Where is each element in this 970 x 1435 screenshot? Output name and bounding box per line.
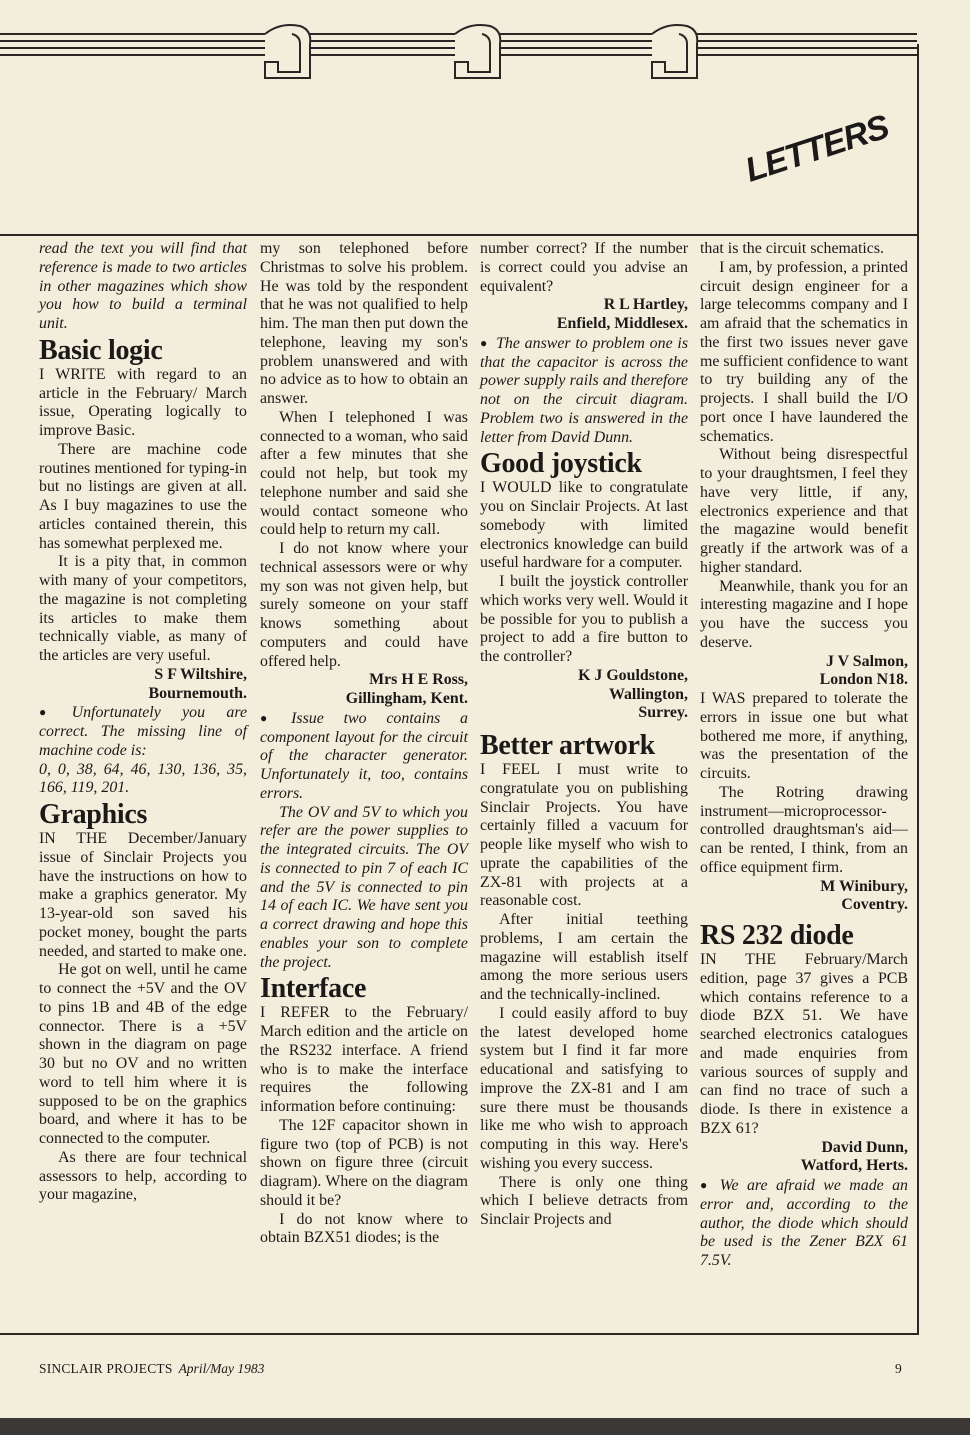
heading-rs232-diode: RS 232 diode bbox=[700, 920, 854, 951]
editor-reply: ● Issue two contains a component layout for the circuit of the character generator. Unfortunately it, too, contains errors. bbox=[260, 709, 468, 804]
paragraph: When I telephoned I was connected to a woman, who said after a few minutes that she could not help, but took my telephone number and said she would contact someone who could help to return my call. bbox=[260, 408, 468, 539]
paragraph: He got on well, until he came to connect the +5V and the OV to pins 1B and 4B of the edge connector. There is a +5V shown in the diagram on page 30 but no OV and no written word to tell him where it is supposed to be on the graphics board, and where it has to be connected to the computer. bbox=[39, 961, 247, 1147]
scan-edge bbox=[0, 1418, 970, 1435]
editor-reply: ● We are afraid we made an error and, according to the author, the diode which should be used is the Zener BZX 61 7.5V. bbox=[700, 1176, 908, 1271]
heading-good-joystick: Good joystick bbox=[480, 448, 642, 480]
paragraph: that is the circuit schematics. bbox=[700, 240, 885, 257]
paragraph: I WAS prepared to tolerate the errors in issue one but what bothered me more, if anything, was the presentation of the circuits. bbox=[700, 690, 908, 782]
page-title: LETTERS bbox=[740, 107, 894, 190]
frame-top-rule bbox=[0, 234, 919, 236]
signature bbox=[700, 653, 908, 691]
signature-name: David Dunn, bbox=[821, 1138, 908, 1156]
signature bbox=[480, 296, 688, 334]
editor-reply: ● Unfortunately you are correct. The missing line of machine code is: bbox=[39, 703, 247, 760]
frame-right-rule bbox=[917, 44, 919, 1334]
paragraph: There is only one thing which I believe detracts from Sinclair Projects and bbox=[480, 1173, 688, 1228]
column-4 bbox=[700, 240, 908, 1271]
signature-name: K J Gouldstone, bbox=[578, 666, 688, 684]
paragraph: Meanwhile, thank you for an interesting magazine and I hope you have the success you deserve. bbox=[700, 577, 908, 651]
paragraph: number correct? If the number is correct could you advise an equivalent? bbox=[480, 240, 688, 295]
heading-basic-logic: Basic logic bbox=[39, 334, 163, 366]
paragraph: I could easily afford to buy the latest developed home system but I find it far more educational and satisfying to improve the ZX-81 and I am sure there must be thousands like me who wish to approach computing in this way. Here's wishing you every success. bbox=[480, 1004, 688, 1172]
signature-place: Bournemouth. bbox=[148, 684, 247, 702]
signature-name: J V Salmon, bbox=[826, 652, 908, 670]
signature-place: Enfield, Middlesex. bbox=[556, 315, 688, 332]
paragraph: The Rotring drawing instrument—microprocessor-controlled draughtsman's aid—can be rented, I think, from an office equipment firm. bbox=[700, 783, 908, 876]
signature-name: R L Hartley, bbox=[603, 296, 688, 314]
frame-bottom-rule bbox=[0, 1333, 919, 1335]
heading-graphics: Graphics bbox=[39, 799, 148, 830]
heading-better-artwork: Better artwork bbox=[480, 730, 655, 761]
paragraph: I FEEL I must write to congratulate you on publishing Sinclair Projects. You have certainly filled a vacuum for people like myself who wish to uprate the capabilities of the ZX-81 with projects at a reasonable cost. bbox=[480, 761, 688, 910]
signature bbox=[480, 667, 688, 723]
signature-place: Gillingham, Kent. bbox=[345, 690, 468, 707]
editor-reply: ● The answer to problem one is that the capacitor is across the power supply rails and therefore not on the circuit diagram. Problem two is answered in the letter from David Dunn. bbox=[480, 334, 688, 448]
paragraph: Without being disrespectful to your draughtsmen, I feel they have very little, if any, electronics experience and that the magazine would benefit greatly if the artwork was of a higher standard. bbox=[700, 446, 908, 576]
footer-credit bbox=[39, 1361, 264, 1377]
paragraph: my son telephoned before Christmas to solve his problem. He was told by the respondent that he was not qualified to help him. The man then put down the telephone, leaving my son's problem unanswered and with no advice as to how to obtain an answer. bbox=[260, 240, 468, 407]
column-2 bbox=[260, 240, 468, 1248]
paragraph: read the text you will find that reference is made to two articles in other magazines which show you how to build a terminal unit. bbox=[39, 240, 247, 332]
paragraph: I am, by profession, a printed circuit design engineer for a large telecomms company and I am afraid that the schematics in the first two issues never gave me sufficient confidence to want to try building any of the projects. I shall build the I/O port once I have laundered the schematics. bbox=[700, 258, 908, 445]
paragraph: As there are four technical assessors to help, according to your magazine, bbox=[39, 1148, 247, 1204]
column-3 bbox=[480, 240, 688, 1230]
header-decoration bbox=[0, 0, 970, 236]
footer-magazine: SINCLAIR PROJECTS bbox=[39, 1361, 173, 1376]
editor-reply-code: 0, 0, 38, 64, 46, 130, 136, 35, 166, 119, 201. bbox=[39, 760, 247, 797]
page-number: 9 bbox=[895, 1361, 902, 1376]
footer-date: April/May 1983 bbox=[178, 1361, 265, 1376]
paragraph: IN THE December/January issue of Sinclair Projects you have the instructions on how to make a graphics generator. My 13-year-old son saved his pocket money, bought the parts needed, and started to make one. bbox=[39, 830, 247, 960]
paragraph: IN THE February/March edition, page 37 gives a PCB which contains reference to a diode BZX 51. We have searched electronics catalogues and made enquiries from various sources of supply and can find no trace of such a diode. Is there in existence a BZX 61? bbox=[700, 951, 908, 1137]
paragraph: There are machine code routines mentioned for typing-in but no listings are given at all. As I buy magazines to use the articles contained therein, this has somewhat perplexed me. bbox=[39, 440, 247, 552]
signature-place: Watford, Herts. bbox=[800, 1157, 908, 1175]
column-1 bbox=[39, 240, 247, 1205]
paragraph: I built the joystick controller which works very well. Would it be possible for you to publish a project to add a fire button to the controller? bbox=[480, 573, 688, 665]
signature-place: Wallington, bbox=[608, 685, 688, 703]
signature-name: S F Wiltshire, bbox=[154, 665, 247, 683]
signature-name: M Winibury, bbox=[820, 877, 908, 895]
signature-name: Mrs H E Ross, bbox=[369, 671, 468, 689]
paragraph: I do not know where to obtain BZX51 diodes; is the bbox=[260, 1210, 468, 1247]
signature bbox=[39, 666, 247, 704]
signature bbox=[700, 1139, 908, 1177]
paragraph: I WOULD like to congratulate you on Sinclair Projects. At last somebody with limited electronics knowledge can build useful hardware for a computer. bbox=[480, 479, 688, 572]
paragraph: I WRITE with regard to an article in the February/ March issue, Operating logically to improve Basic. bbox=[39, 365, 247, 439]
paragraph: I do not know where your technical assessors were or why my son was not given help, but surely someone on your staff knows something about computers and could have offered help. bbox=[260, 540, 468, 670]
signature bbox=[260, 671, 468, 709]
editor-reply: The OV and 5V to which you refer are the power supplies to the integrated circuits. The OV is connected to pin 7 of each IC and the 5V is connected to pin 14 of each IC. We have sent you a correct drawing and hope this enables your son to complete the project. bbox=[260, 803, 468, 971]
heading-interface: Interface bbox=[260, 973, 367, 1005]
paragraph: I REFER to the February/ March edition and the article on the RS232 interface. A friend who is to make the interface requires the following information before continuing: bbox=[260, 1004, 468, 1115]
paragraph: The 12F capacitor shown in figure two (top of PCB) is not shown on figure three (circuit diagram). Where on the diagram should it be? bbox=[260, 1116, 468, 1209]
signature bbox=[700, 878, 908, 916]
paragraph: It is a pity that, in common with many of your competitors, the magazine is not completing its articles to make them technically viable, as many of the articles are very useful. bbox=[39, 553, 247, 664]
signature-place: London N18. bbox=[819, 671, 908, 689]
paragraph: After initial teething problems, I am certain the magazine will establish itself among the more serious users and the technically-inclined. bbox=[480, 911, 688, 1003]
signature-place: Surrey. bbox=[638, 704, 688, 722]
signature-place: Coventry. bbox=[841, 896, 908, 914]
